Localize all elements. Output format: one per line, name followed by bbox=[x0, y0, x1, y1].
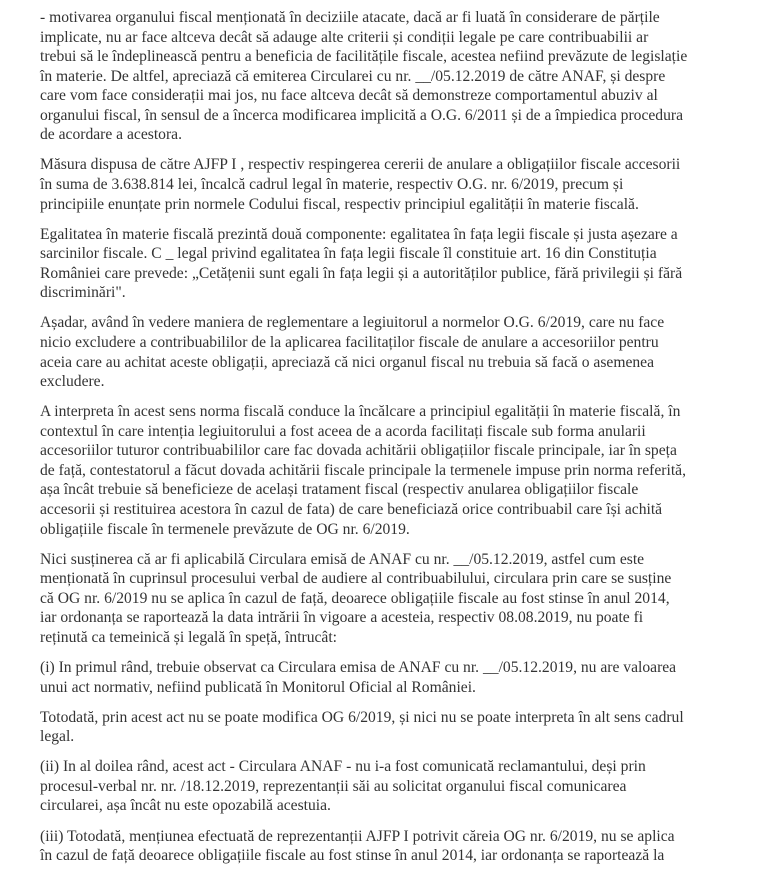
text-line: așa încât trebuie să beneficieze de același tratament fiscal (respectiv anularea obligațiilor fiscale bbox=[40, 481, 639, 499]
paragraph bbox=[40, 313, 740, 391]
text-line: principiile enunțate prin normele Codului fiscal, respectiv principiul egalității în materie fiscală. bbox=[40, 195, 639, 213]
text-line: reținută ca temeinică și legală în speță, întrucât: bbox=[40, 628, 338, 646]
text-line: A interpreta în acest sens norma fiscală conduce la încălcare a principiul egalității în materie fiscală, în bbox=[40, 403, 681, 421]
text-line: (ii) In al doilea rând, acest act - Circulara ANAF - nu i-a fost comunicată reclamantului, deși prin bbox=[40, 758, 646, 776]
text-line: în suma de 3.638.814 lei, încalcă cadrul legal în materie, respectiv O.G. nr. 6/2019, precum și bbox=[40, 175, 624, 193]
text-line: discriminări". bbox=[40, 284, 126, 302]
text-line: în cazul de față deoarece obligațiile fiscale au fost stinse în anul 2014, iar ordonanța se raportează la bbox=[40, 847, 665, 865]
text-line: că OG nr. 6/2019 nu se aplica în cazul de față, deoarece obligațiile fiscale au fost stinse în anul 2014, bbox=[40, 589, 670, 607]
text-line: (i) In primul rând, trebuie observat ca Circulara emisa de ANAF cu nr. __/05.12.2019, nu are valoarea bbox=[40, 658, 677, 676]
text-line: implicate, nu ar face altceva decât să adauge alte criterii și condiții legale pe care contribuabilii ar bbox=[40, 28, 649, 46]
document-body bbox=[40, 8, 740, 876]
text-line: trebui să le îndeplinească pentru a beneficia de facilitățile fiscale, acestea nefiind prevăzute de legislație bbox=[40, 48, 688, 66]
paragraph bbox=[40, 402, 740, 539]
paragraph bbox=[40, 708, 740, 747]
text-line: legal. bbox=[40, 728, 75, 746]
text-line: Așadar, având în vedere maniera de reglementare a legiuitorul a normelor O.G. 6/2019, care nu face bbox=[40, 314, 665, 332]
text-line: de acordare a acestora. bbox=[40, 126, 182, 144]
text-line: Măsura dispusa de către AJFP I , respectiv respingerea cererii de anulare a obligațiilor fiscale accesorii bbox=[40, 156, 681, 174]
text-line: accesorii și restituirea acestora în cazul de fata) de care beneficiază orice contribuabil care își achită bbox=[40, 500, 663, 518]
text-line: sarcinilor fiscale. C _ legal privind egalitatea în fața legii fiscale îl constituie art. 16 din Constituția bbox=[40, 245, 657, 263]
text-line: iar ordonanța se raportează la data intrării în vigoare a acesteia, respectiv 08.08.2019, nu poate fi bbox=[40, 609, 644, 627]
text-line: procesul-verbal nr. nr. /18.12.2019, reprezentanții săi au solicitat organului fiscal comunicarea bbox=[40, 777, 627, 795]
text-line: Nici susținerea că ar fi aplicabilă Circulara emisă de ANAF cu nr. __/05.12.2019, astfel cum este bbox=[40, 550, 645, 568]
text-line: în materie. De altfel, apreciază că emiterea Circularei cu nr. __/05.12.2019 de către ANAF, și despre bbox=[40, 67, 666, 85]
paragraph bbox=[40, 8, 740, 145]
text-line: de față, contestatorul a făcut dovada achitării fiscale principale la termenele impuse prin norma referită, bbox=[40, 461, 686, 479]
paragraph bbox=[40, 550, 740, 648]
text-line: - motivarea organului fiscal menționată în deciziile atacate, dacă ar fi luată în considerare de părțile bbox=[40, 9, 660, 26]
text-line: excludere. bbox=[40, 373, 105, 391]
text-line: României care prevede: „Cetățenii sunt egali în fața legii și a autorităților publice, fără privilegii și fără bbox=[40, 264, 683, 282]
text-line: organului fiscal, în sensul de a încerca modificarea implicită a O.G. 6/2011 și de a împiedica procedura bbox=[40, 106, 684, 124]
paragraph bbox=[40, 757, 740, 816]
text-line: (iii) Totodată, mențiunea efectuată de reprezentanții AJFP I potrivit căreia OG nr. 6/2019, nu se aplica bbox=[40, 827, 675, 845]
paragraph bbox=[40, 155, 740, 214]
paragraph bbox=[40, 827, 740, 866]
text-line: obligațiile fiscale în termenele prevăzute de OG nr. 6/2019. bbox=[40, 520, 410, 538]
paragraph bbox=[40, 225, 740, 303]
text-line: Egalitatea în materie fiscală prezintă două componente: egalitatea în fața legii fiscale și justa așezare a bbox=[40, 225, 678, 243]
text-line: contextul în care intenția legiuitorului a fost aceea de a acorda facilitați fiscale sub forma anularii bbox=[40, 422, 646, 440]
text-line: nicio excludere a contribuabililor de la aplicarea facilitaților fiscale de anulare a accesoriilor pentru bbox=[40, 333, 659, 351]
paragraph bbox=[40, 658, 740, 697]
text-line: circularei, așa încât nu este opozabilă acestuia. bbox=[40, 797, 331, 815]
text-line: accesoriilor tuturor contribuabililor care fac dovada achitării obligațiilor fiscale principale, iar în speța bbox=[40, 442, 677, 460]
text-line: care vom face considerații mai jos, nu face altceva decât să demonstreze comportamentul abuziv al bbox=[40, 87, 658, 105]
text-line: menționată în cuprinsul procesului verbal de audiere al contribuabilului, circulara prin care se susține bbox=[40, 570, 672, 588]
text-line: Totodată, prin acest act nu se poate modifica OG 6/2019, și nici nu se poate interpreta în alt sens cadrul bbox=[40, 708, 684, 726]
text-line: unui act normativ, nefiind publicată în Monitorul Oficial al României. bbox=[40, 678, 476, 696]
text-line: aceia care au achitat aceste obligații, apreciază că nici organul fiscal nu trebuia să facă o asemenea bbox=[40, 353, 655, 371]
